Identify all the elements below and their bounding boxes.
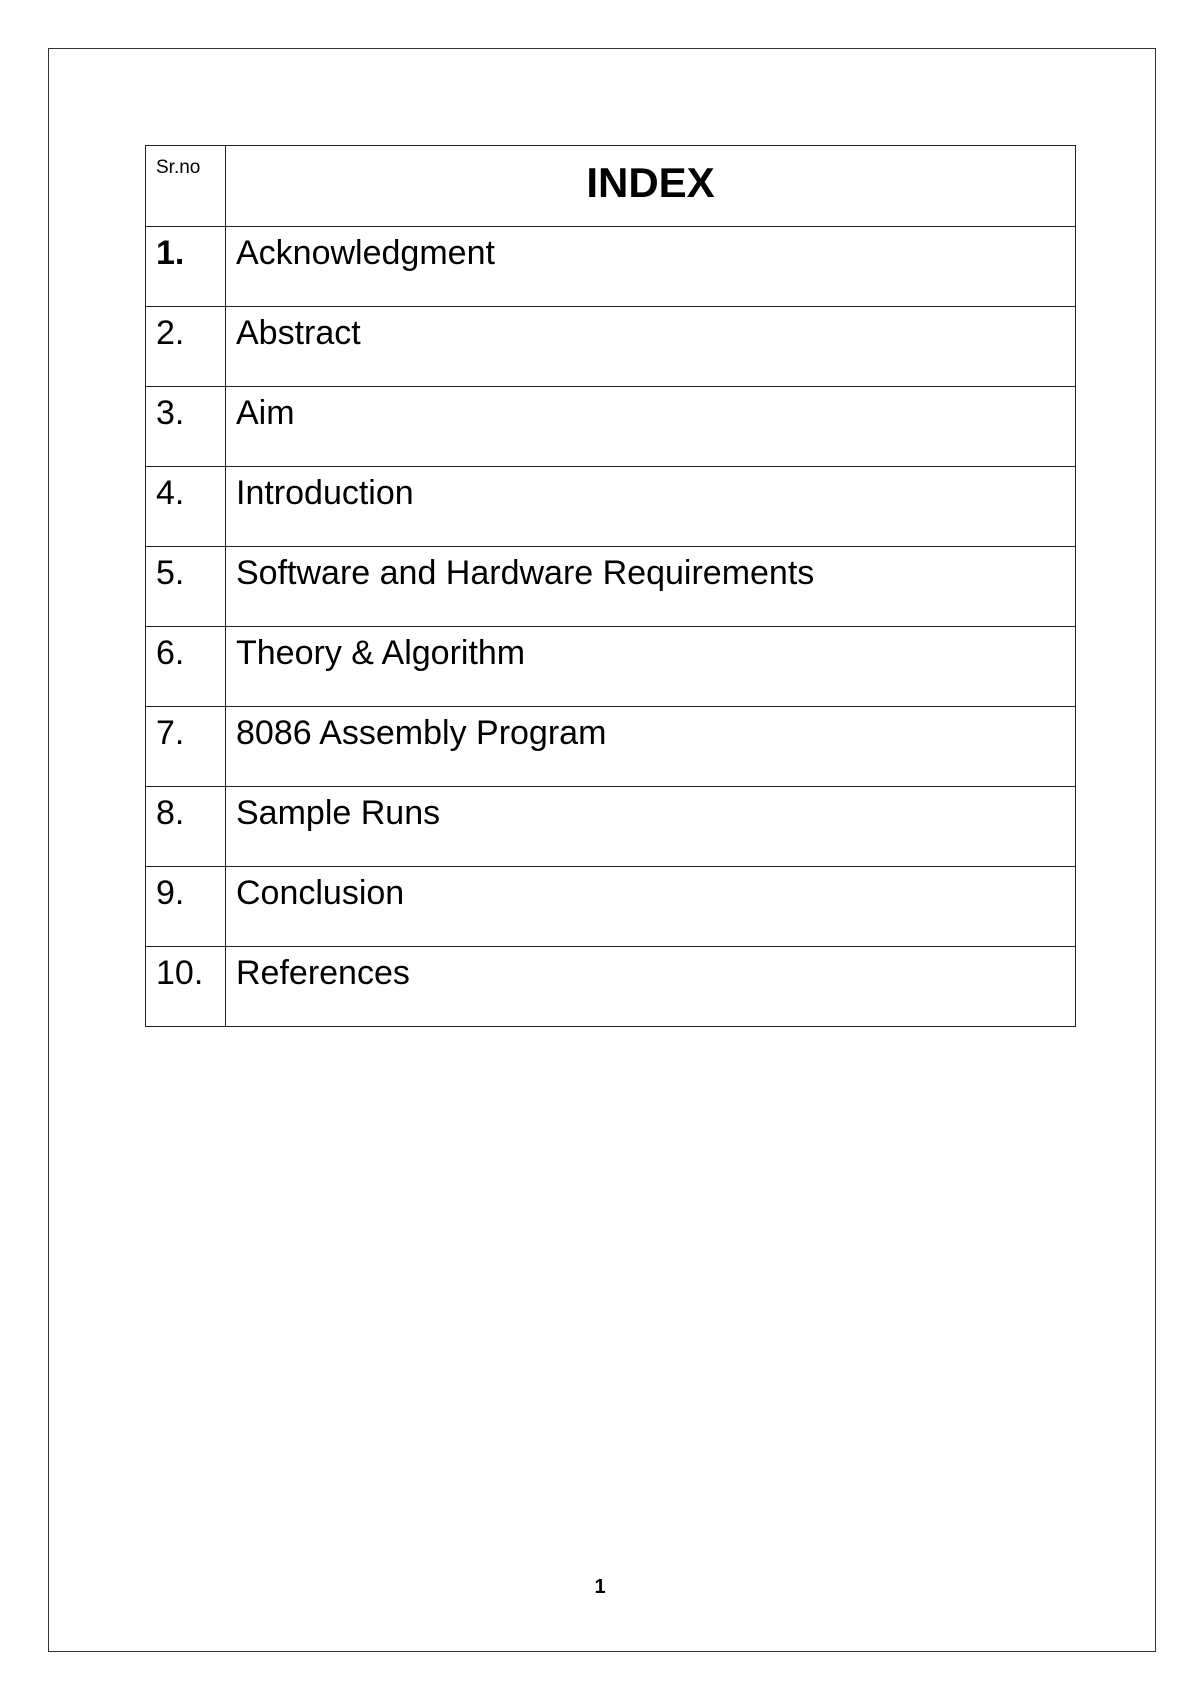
table-row [146, 627, 1076, 707]
row-title: References [226, 947, 1076, 1027]
table-row [146, 867, 1076, 947]
table-row [146, 387, 1076, 467]
table-row [146, 467, 1076, 547]
table-row [146, 707, 1076, 787]
row-title: Acknowledgment [226, 227, 1076, 307]
row-number: 5. [146, 547, 226, 627]
table-row [146, 227, 1076, 307]
row-number: 10. [146, 947, 226, 1027]
table-row [146, 307, 1076, 387]
table-header-row [146, 146, 1076, 227]
table-row [146, 947, 1076, 1027]
row-number: 1. [146, 227, 226, 307]
row-number: 8. [146, 787, 226, 867]
row-number: 2. [146, 307, 226, 387]
row-number: 6. [146, 627, 226, 707]
row-number: 9. [146, 867, 226, 947]
row-number: 3. [146, 387, 226, 467]
row-title: 8086 Assembly Program [226, 707, 1076, 787]
sr-no-header: Sr.no [146, 146, 226, 227]
row-title: Theory & Algorithm [226, 627, 1076, 707]
row-title: Sample Runs [226, 787, 1076, 867]
row-title: Software and Hardware Requirements [226, 547, 1076, 627]
index-title: INDEX [226, 146, 1076, 227]
row-number: 7. [146, 707, 226, 787]
row-title: Introduction [226, 467, 1076, 547]
row-title: Aim [226, 387, 1076, 467]
row-number: 4. [146, 467, 226, 547]
page-number: 1 [594, 1576, 606, 1598]
table-row [146, 787, 1076, 867]
table-row [146, 547, 1076, 627]
row-title: Conclusion [226, 867, 1076, 947]
index-table [145, 145, 1076, 1027]
row-title: Abstract [226, 307, 1076, 387]
